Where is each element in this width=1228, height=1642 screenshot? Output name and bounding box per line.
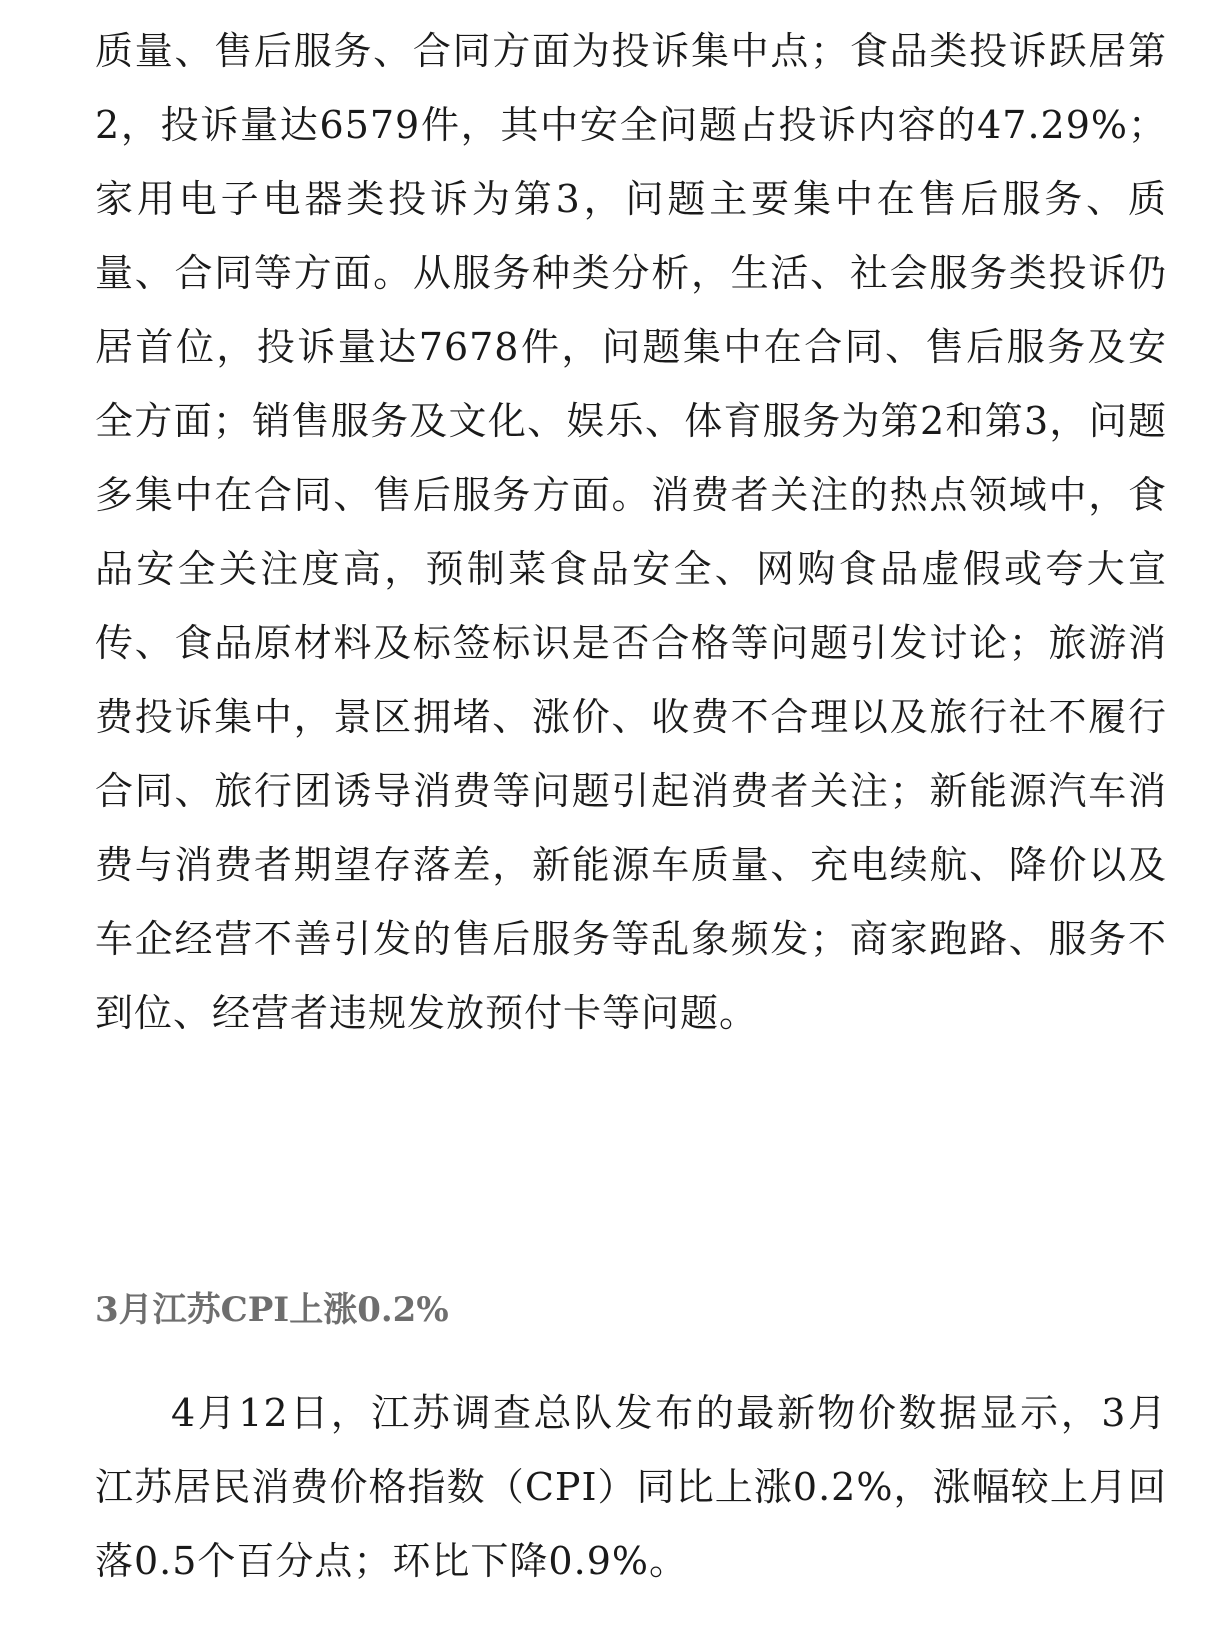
- document-page: [95, 0, 1167, 1642]
- body-paragraph-complaints: 质量、售后服务、合同方面为投诉集中点；食品类投诉跃居第2，投诉量达6579件，其中安全问题占投诉内容的47.29%；家用电子电器类投诉为第3，问题主要集中在售后服务、质量、合同等方面。从服务种类分析，生活、社会服务类投诉仍居首位，投诉量达7678件，问题集中在合同、售后服务及安全方面；销售服务及文化、娱乐、体育服务为第2和第3，问题多集中在合同、售后服务方面。消费者关注的热点领域中，食品安全关注度高，预制菜食品安全、网购食品虚假或夸大宣传、食品原材料及标签标识是否合格等问题引发讨论；旅游消费投诉集中，景区拥堵、涨价、收费不合理以及旅行社不履行合同、旅行团诱导消费等问题引起消费者关注；新能源汽车消费与消费者期望存落差，新能源车质量、充电续航、降价以及车企经营不善引发的售后服务等乱象频发；商家跑路、服务不到位、经营者违规发放预付卡等问题。: [95, 29, 1167, 1035]
- body-paragraph-cpi: 4月12日，江苏调查总队发布的最新物价数据显示，3月江苏居民消费价格指数（CPI）同比上涨0.2%，涨幅较上月回落0.5个百分点；环比下降0.9%。: [95, 1391, 1167, 1583]
- section-heading-cpi: 3月江苏CPI上涨0.2%: [95, 1290, 449, 1330]
